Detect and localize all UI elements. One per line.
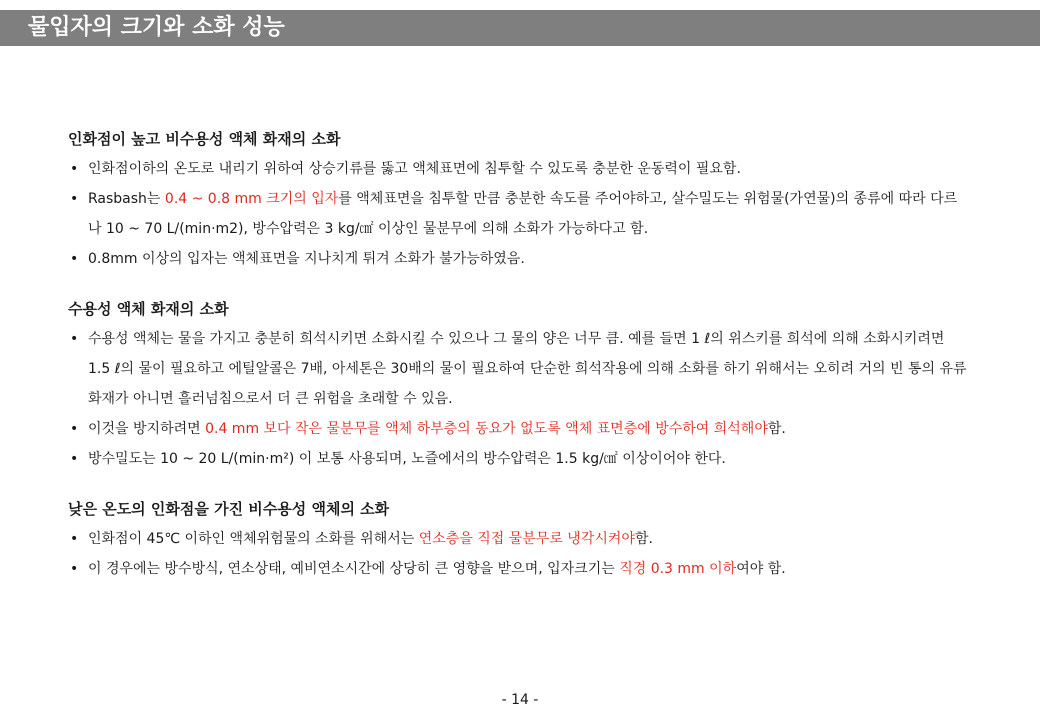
section-heading: 수용성 액체 화재의 소화 (68, 300, 229, 318)
highlighted-text: 연소층을 직접 물분무로 냉각시켜야 (418, 531, 635, 547)
bullet-item (68, 154, 968, 184)
bullet-text: 인화점이 45℃ 이하인 액체위험물의 소화를 위해서는 (88, 531, 419, 547)
bullet-list (68, 524, 968, 584)
bullet-text: 인화점이하의 온도로 내리기 위하여 상승기류를 뚫고 액체표면에 침투할 수 있도록 충분한 운동력이 필요함. (88, 161, 741, 177)
bullet-text: 0.8mm 이상의 입자는 액체표면을 지나치게 튀겨 소화가 불가능하였음. (88, 251, 525, 267)
section-heading: 인화점이 높고 비수용성 액체 화재의 소화 (68, 130, 341, 148)
highlighted-text: 0.4 ~ 0.8 mm 크기의 입자 (164, 191, 339, 207)
bullet-text: 수용성 액체는 물을 가지고 충분히 희석시키면 소화시킬 수 있으나 그 물의 양은 너무 큼. 예를 들면 1 ℓ의 위스키를 희석에 의해 소화시키려면 1.5 ℓ의 물이 필요하고 에틸알콜은 7배, 아세톤은 30배의 물이 필요하여 단순한 희석작용에 의해 소화를 하기 위해서는 오히려 거의 빈 통의 유류화재가 아니면 흘러넘침으로서 더 큰 위험을 초래할 수 있음. (88, 331, 967, 407)
page-title: 물입자의 크기와 소화 성능 (0, 10, 1040, 46)
bullet-item (68, 244, 968, 274)
highlighted-text: 직경 0.3 mm 이하 (619, 561, 737, 577)
bullet-text: 방수밀도는 10 ~ 20 L/(min·m²) 이 보통 사용되며, 노즐에서의 방수압력은 1.5 kg/㎠ 이상이어야 한다. (88, 451, 726, 467)
bullet-list (68, 154, 968, 274)
bullet-item (68, 524, 968, 554)
bullet-item (68, 184, 968, 244)
highlighted-text: 0.4 mm 보다 작은 물분무를 액체 하부층의 동요가 없도록 액체 표면층에 방수하여 희석해야 (205, 421, 768, 437)
bullet-text: 이 경우에는 방수방식, 연소상태, 예비연소시간에 상당히 큰 영향을 받으며, 입자크기는 (88, 561, 620, 577)
bullet-text: 를 액체표면을 침투할 만큼 충분한 속도를 주어야하고, 살수밀도는 위험물(가연물)의 종류에 따라 다르나 10 ~ 70 L/(min·m2), 방수압력은 3 kg/㎠ 이상인 물분무에 의해 소화가 가능하다고 함. (88, 191, 958, 237)
section-water-soluble (68, 294, 968, 474)
bullet-text: 이것을 방지하려면 (88, 421, 206, 437)
bullet-item (68, 554, 968, 584)
section-heading: 낮은 온도의 인화점을 가진 비수용성 액체의 소화 (68, 500, 390, 518)
bullet-item (68, 444, 968, 474)
bullet-list (68, 324, 968, 474)
bullet-text: Rasbash는 (88, 191, 165, 207)
document-body (68, 124, 968, 604)
section-high-flashpoint (68, 124, 968, 274)
section-low-flashpoint (68, 494, 968, 584)
bullet-item (68, 414, 968, 444)
bullet-text: 여야 함. (736, 561, 786, 577)
bullet-text: 함. (634, 531, 653, 547)
bullet-text: 함. (767, 421, 786, 437)
bullet-item (68, 324, 968, 414)
page-number: - 14 - (501, 692, 539, 708)
